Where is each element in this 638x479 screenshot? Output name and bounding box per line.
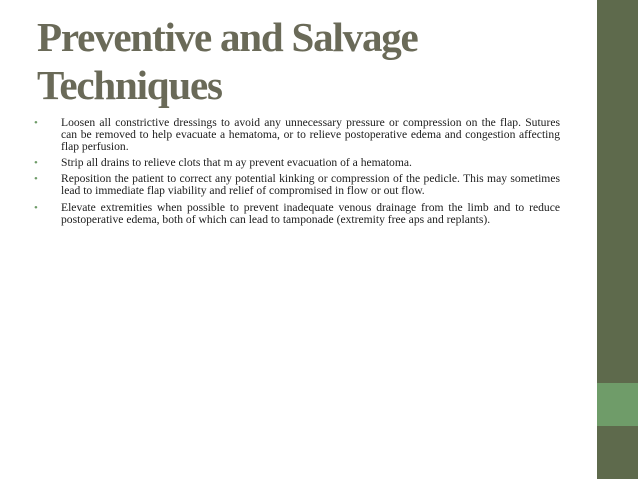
slide-title-line-1: Preventive and Salvage	[37, 14, 418, 60]
bullet-text: Reposition the patient to correct any potential kinking or compression of the pedicle. This may sometimes lead to immediate flap viability and relief of compromised in flow or out flow.	[61, 172, 560, 198]
bullet-marker-icon: •	[34, 117, 38, 129]
bullet-item-reposition-patient	[34, 173, 560, 197]
slide-title	[37, 13, 577, 109]
bullet-text: Strip all drains to relieve clots that m ay prevent evacuation of a hematoma.	[61, 156, 412, 170]
slide-title-line-2: Techniques	[37, 62, 222, 108]
bullet-item-loosen-dressings	[34, 117, 560, 153]
bullet-marker-icon: •	[34, 173, 38, 186]
bullet-list	[34, 117, 560, 230]
bullet-marker-icon: •	[34, 157, 38, 170]
bullet-item-strip-drains	[34, 157, 560, 169]
bullet-text: Loosen all constrictive dressings to avoid any unnecessary pressure or compression on the flap. Sutures can be removed to help evacuate a hematoma, or to relieve postoperative edema and congestion affecting flap perfusion.	[61, 116, 560, 154]
bullet-text: Elevate extremities when possible to prevent inadequate venous drainage from the limb and to reduce postoperative edema, both of which can lead to tamponade (extremity free aps and replants).	[61, 200, 560, 226]
bullet-marker-icon: •	[34, 201, 38, 214]
bullet-item-elevate-extremities	[34, 202, 560, 226]
right-bar-accent-block	[597, 383, 638, 426]
